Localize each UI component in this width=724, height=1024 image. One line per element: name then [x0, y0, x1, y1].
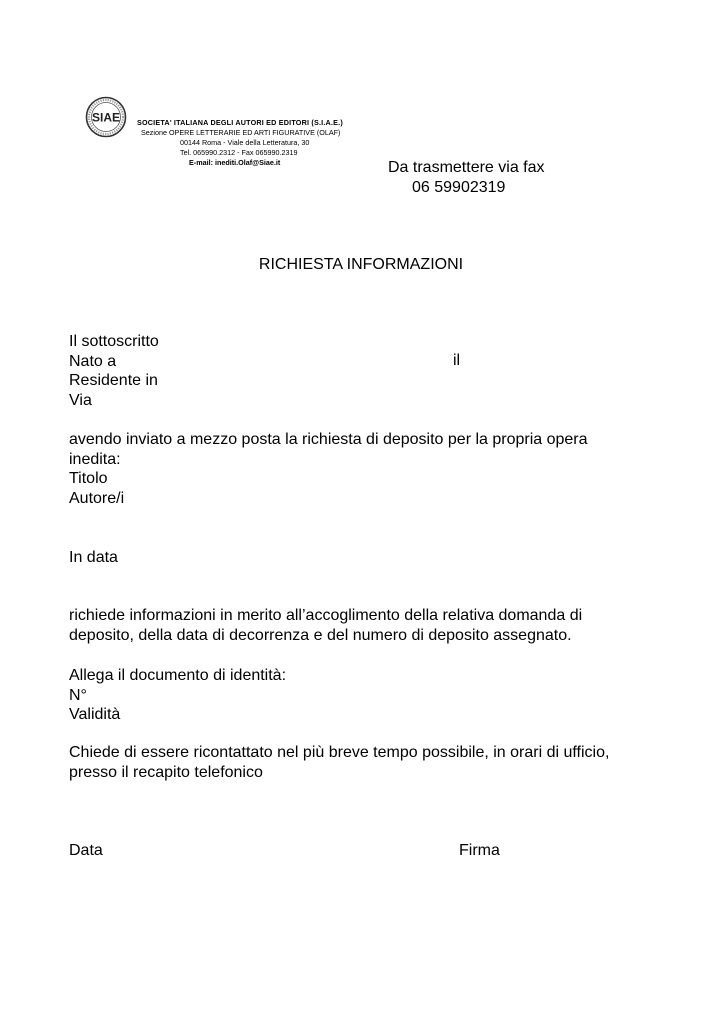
in-data-label: In data [69, 549, 118, 566]
org-name: SOCIETA' ITALIANA DEGLI AUTORI ED EDITORI (S.I.A.E.) [137, 118, 343, 127]
org-section: Sezione OPERE LETTERARIE ED ARTI FIGURATIVE (OLAF) [141, 128, 341, 137]
via-label: Via [69, 391, 92, 409]
validita-label: Validità [69, 706, 121, 723]
numero-label: N° [69, 686, 87, 704]
sottoscritto-label: Il sottoscritto [69, 333, 159, 350]
contatto-paragraph [69, 743, 655, 782]
documento-details [69, 666, 286, 725]
contatto-line-2: presso il recapito telefonico [69, 763, 263, 781]
richiede-paragraph [69, 606, 655, 645]
page-title-text: RICHIESTA INFORMAZIONI [258, 256, 464, 273]
org-email: E-mail: inediti.Olaf@Siae.it [189, 158, 281, 167]
personal-details [69, 332, 159, 410]
opera-intro-2: inedita: [69, 450, 121, 468]
richiede-line-2: deposito, della data di decorrenza e del numero di deposito assegnato. [69, 626, 572, 644]
siae-logo-icon [85, 96, 127, 138]
contatto-line-1: Chiede di essere ricontattato nel più breve tempo possibile, in orari di ufficio, [69, 744, 610, 761]
opera-details [69, 430, 655, 508]
page-title [0, 256, 724, 274]
firma-label: Firma [459, 842, 500, 859]
nato-label: Nato a [69, 352, 117, 370]
data-label: Data [69, 842, 103, 859]
richiede-line-1: richiede informazioni in merito all’accoglimento della relativa domanda di [69, 607, 583, 624]
fax-note-text: Da trasmettere via fax [388, 159, 545, 176]
allega-label: Allega il documento di identità: [69, 667, 287, 684]
il-label: il [453, 352, 461, 369]
autore-label: Autore/i [69, 489, 125, 507]
residente-label: Residente in [69, 372, 158, 389]
logo-text: SIAE [91, 110, 121, 125]
opera-intro: avendo inviato a mezzo posta la richiesta di deposito per la propria opera [69, 431, 588, 448]
fax-number: 06 59902319 [412, 179, 506, 196]
letterhead [137, 118, 343, 168]
titolo-label: Titolo [69, 470, 108, 487]
org-phone: Tel. 065990.2312 - Fax 065990.2319 [180, 148, 298, 157]
org-address: 00144 Roma - Viale della Letteratura, 30 [180, 138, 310, 147]
fax-note [388, 158, 545, 198]
